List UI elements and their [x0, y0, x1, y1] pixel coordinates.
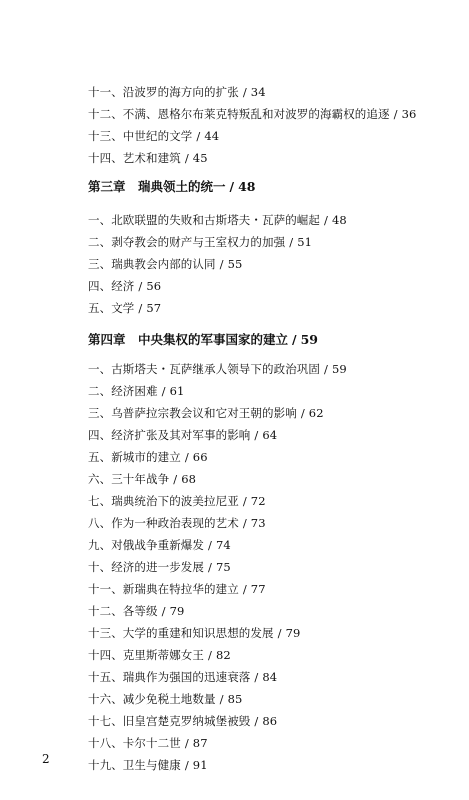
toc-entry-page: 82	[215, 648, 231, 662]
toc-entry-page: 73	[250, 516, 266, 530]
toc-separator: /	[184, 450, 189, 464]
toc-separator: /	[208, 560, 212, 574]
toc-entry-page: 79	[285, 626, 301, 640]
toc-separator: /	[242, 516, 247, 530]
toc-entry	[88, 559, 231, 575]
toc-entry-title: 八、作为一种政治表现的艺术	[88, 516, 239, 530]
toc-entry-page: 61	[169, 384, 185, 398]
toc-separator: /	[219, 692, 224, 706]
toc-entry-page: 85	[227, 692, 243, 706]
toc-entry	[88, 449, 208, 465]
toc-entry-page: 87	[192, 736, 208, 750]
toc-separator: /	[254, 714, 259, 728]
toc-separator: /	[138, 279, 143, 293]
toc-separator: /	[242, 494, 247, 508]
chapter-heading	[88, 177, 256, 195]
toc-entry	[88, 300, 161, 316]
toc-separator: /	[254, 670, 259, 684]
toc-entry-title: 十二、不满、恩格尔布莱克特叛乱和对波罗的海霸权的追逐	[88, 107, 390, 121]
toc-entry-title: 四、经济	[88, 279, 135, 293]
toc-entry-title: 十七、旧皇宫楚克罗纳城堡被毁	[88, 714, 251, 728]
toc-entry-title: 十四、克里斯蒂娜女王	[88, 648, 204, 662]
toc-separator: /	[324, 213, 328, 227]
toc-separator: /	[393, 107, 398, 121]
toc-entry-page: 51	[297, 235, 313, 249]
toc-entry	[88, 84, 266, 100]
toc-entry	[88, 383, 184, 399]
toc-entry-page: 74	[215, 538, 231, 552]
toc-entry-title: 十一、新瑞典在特拉华的建立	[88, 582, 239, 596]
toc-separator: /	[219, 257, 224, 271]
toc-entry-page: 75	[215, 560, 231, 574]
toc-entry-page: 34	[250, 85, 266, 99]
toc-entry	[88, 427, 277, 443]
toc-separator: /	[289, 235, 294, 249]
toc-separator: /	[277, 626, 282, 640]
toc-entry	[88, 493, 266, 509]
toc-entry-page: 48	[331, 213, 347, 227]
toc-separator: /	[161, 604, 166, 618]
toc-entry-title: 十八、卡尔十二世	[88, 736, 181, 750]
chapter-title: 第四章 中央集权的军事国家的建立	[88, 332, 289, 347]
toc-entry-title: 三、乌普萨拉宗教会议和它对王朝的影响	[88, 406, 297, 420]
toc-entry-title: 一、北欧联盟的失败和古斯塔夫・瓦萨的崛起	[88, 213, 320, 227]
toc-separator: /	[208, 648, 212, 662]
toc-separator: /	[184, 736, 189, 750]
page-number: 2	[42, 752, 50, 766]
toc-entry-title: 十五、瑞典作为强国的迅速衰落	[88, 670, 251, 684]
toc-entry-title: 五、文学	[88, 301, 135, 315]
toc-entry-page: 36	[401, 107, 417, 121]
toc-entry-page: 79	[169, 604, 185, 618]
toc-entry-title: 十四、艺术和建筑	[88, 151, 181, 165]
toc-entry-page: 55	[227, 257, 243, 271]
toc-entry	[88, 625, 300, 641]
toc-entry	[88, 691, 242, 707]
toc-entry-title: 十一、沿波罗的海方向的扩张	[88, 85, 239, 99]
toc-entry	[88, 757, 208, 773]
toc-entry-page: 57	[146, 301, 162, 315]
toc-entry-title: 十、经济的进一步发展	[88, 560, 204, 574]
toc-separator: /	[292, 332, 297, 347]
toc-entry-page: 91	[192, 758, 208, 772]
toc-separator: /	[242, 582, 247, 596]
toc-separator: /	[208, 538, 212, 552]
toc-entry-page: 68	[181, 472, 197, 486]
toc-separator: /	[184, 758, 189, 772]
chapter-title: 第三章 瑞典领土的统一	[88, 179, 226, 194]
toc-entry	[88, 735, 208, 751]
toc-entry	[88, 212, 347, 228]
toc-entry	[88, 471, 196, 487]
toc-entry	[88, 405, 324, 421]
toc-separator: /	[173, 472, 178, 486]
toc-entry	[88, 256, 242, 272]
toc-entry	[88, 106, 416, 122]
toc-entry-page: 66	[192, 450, 208, 464]
toc-entry-page: 59	[331, 362, 347, 376]
toc-entry	[88, 537, 231, 553]
chapter-page: 48	[238, 179, 256, 194]
toc-entry-page: 86	[262, 714, 278, 728]
toc-entry-title: 九、对俄战争重新爆发	[88, 538, 204, 552]
toc-entry	[88, 669, 277, 685]
toc-entry	[88, 713, 277, 729]
toc-entry-page: 62	[308, 406, 324, 420]
toc-entry-page: 72	[250, 494, 266, 508]
toc-separator: /	[196, 129, 201, 143]
toc-entry-page: 56	[146, 279, 162, 293]
toc-entry-title: 六、三十年战争	[88, 472, 170, 486]
toc-entry	[88, 647, 231, 663]
toc-entry-title: 二、剥夺教会的财产与王室权力的加强	[88, 235, 286, 249]
toc-entry	[88, 603, 184, 619]
toc-entry-page: 44	[204, 129, 220, 143]
toc-entry-title: 三、瑞典教会内部的认同	[88, 257, 216, 271]
toc-entry	[88, 361, 347, 377]
toc-entry-title: 十六、减少免税土地数量	[88, 692, 216, 706]
toc-entry-title: 四、经济扩张及其对军事的影响	[88, 428, 251, 442]
toc-entry-page: 64	[262, 428, 278, 442]
toc-entry-title: 五、新城市的建立	[88, 450, 181, 464]
toc-entry-title: 十九、卫生与健康	[88, 758, 181, 772]
toc-entry-title: 一、古斯塔夫・瓦萨继承人领导下的政治巩固	[88, 362, 320, 376]
toc-entry	[88, 150, 208, 166]
toc-separator: /	[324, 362, 328, 376]
toc-entry-page: 77	[250, 582, 266, 596]
toc-separator: /	[161, 384, 166, 398]
toc-entry	[88, 581, 266, 597]
toc-entry-title: 七、瑞典统治下的波美拉尼亚	[88, 494, 239, 508]
toc-entry-page: 45	[192, 151, 208, 165]
toc-separator: /	[138, 301, 143, 315]
toc-entry-title: 二、经济困难	[88, 384, 158, 398]
toc-entry-title: 十三、中世纪的文学	[88, 129, 193, 143]
chapter-heading	[88, 330, 318, 348]
chapter-page: 59	[300, 332, 318, 347]
toc-separator: /	[184, 151, 189, 165]
toc-separator: /	[254, 428, 259, 442]
toc-entry	[88, 128, 219, 144]
toc-entry	[88, 234, 312, 250]
toc-separator: /	[229, 179, 235, 194]
toc-entry	[88, 278, 161, 294]
toc-entry	[88, 515, 266, 531]
toc-separator: /	[300, 406, 305, 420]
toc-entry-page: 84	[262, 670, 278, 684]
toc-entry-title: 十二、各等级	[88, 604, 158, 618]
toc-separator: /	[242, 85, 247, 99]
toc-entry-title: 十三、大学的重建和知识思想的发展	[88, 626, 274, 640]
